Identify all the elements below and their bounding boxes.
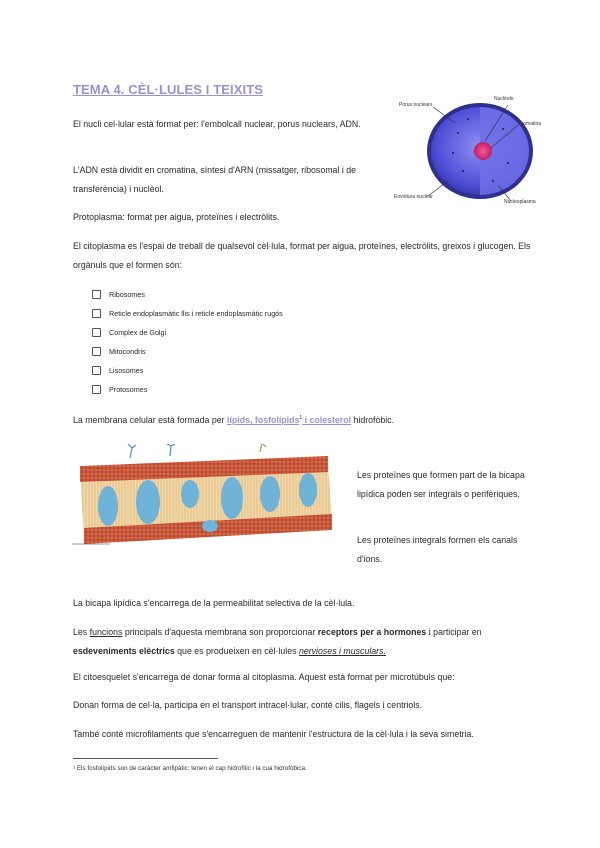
organelle-item[interactable]: Lisosomes xyxy=(92,366,143,375)
paragraph-adn: L'ADN està dividit en cromatina, síntesi d'ARN (missatger, ribosomal i de transferència) i nuclèol. xyxy=(73,165,357,194)
organelle-item[interactable]: Protosomes xyxy=(92,385,147,394)
paragraph-canals: Les proteïnes integrals formen els canals d'ions. xyxy=(357,535,518,564)
paragraph-bicapa: La bicapa lipídica s'encarrega de la permeabilitat selectiva de la cèl·lula. xyxy=(73,598,355,608)
footnote-divider xyxy=(73,758,218,759)
organelle-item[interactable]: Ribosomes xyxy=(92,290,145,299)
checkbox[interactable] xyxy=(92,290,101,299)
link-colesterol[interactable]: i colesterol xyxy=(302,414,352,425)
paragraph-microtubuls: Donan forma de cel·la, participa en el transport intracel·lular, conté cilis, flagels i centriols. xyxy=(73,700,423,710)
page-title: TEMA 4. CÈL·LULES I TEIXITS xyxy=(73,82,264,97)
paragraph-membrana: La membrana celular està formada per lípids, fosfolípids$^1$ i colesterol hidrofòbic. xyxy=(73,414,395,425)
organelle-item[interactable]: Complex de Golgi xyxy=(92,328,166,337)
label-cromatina: Cromatina xyxy=(518,121,542,127)
label-nucleoplasma: Nucleoplasma xyxy=(504,199,536,205)
label-porus: Porus nuclears xyxy=(399,102,433,108)
paragraph-nucleus: El nucli cel·lular està format per: l'embolcall nuclear, porus nuclears, ADN. xyxy=(73,119,361,129)
checkbox[interactable] xyxy=(92,366,101,375)
checkbox[interactable] xyxy=(92,328,101,337)
nucleolus-shape xyxy=(474,142,492,160)
paragraph-microfilaments: També conté microfilaments que s'encarreguen de mantenir l'estructura de la cèl·lula i la seva simetria. xyxy=(73,729,474,739)
membrane-illustration xyxy=(70,444,338,564)
organelle-item[interactable]: Mitocondris xyxy=(92,347,146,356)
nucleus-diagram xyxy=(393,93,553,213)
membrane-diagram xyxy=(70,444,338,564)
label-envoltura: Envoltura nuclear xyxy=(394,194,433,200)
label-nucleolo: Nucléolo xyxy=(494,96,514,102)
paragraph-citoplasma: El citoplasma es l'espai de treball de qualsevol cèl·lula, format per aigua, proteïnes, electròlits, greixos i glucogen. Els orgànuls que el formen són: xyxy=(73,241,531,270)
organelle-item[interactable]: Reticle endoplasmàtic llis i reticle endoplasmàtic rugós xyxy=(92,309,283,318)
paragraph-funcions: Les funcions principals d'aquesta membrana son proporcionar receptors per a hormones i participar en esdeveniments elèctrics que es produeixen en cèl·lules nervioses i musculars. xyxy=(73,627,482,656)
checkbox[interactable] xyxy=(92,385,101,394)
paragraph-proteines: Les proteïnes que formen part de la bicapa lipídica poden ser integrals o perifèriques. xyxy=(357,470,525,499)
checkbox[interactable] xyxy=(92,309,101,318)
link-lipids[interactable]: lípids, fosfolípids xyxy=(227,414,300,425)
footnote: ¹ Els fosfolípids son de caràcter amfipàtic: tenen el cap hidrofílic i la cua hidrofòbica. xyxy=(73,765,307,772)
checkbox[interactable] xyxy=(92,347,101,356)
paragraph-citoesquelet: El citoesquelet s'encarrega de donar forma al citoplasma. Aquest està format per microtúbuls que: xyxy=(73,672,455,682)
paragraph-protoplasma: Protoplasma: format per aigua, proteïnes i electròlits. xyxy=(73,212,280,222)
